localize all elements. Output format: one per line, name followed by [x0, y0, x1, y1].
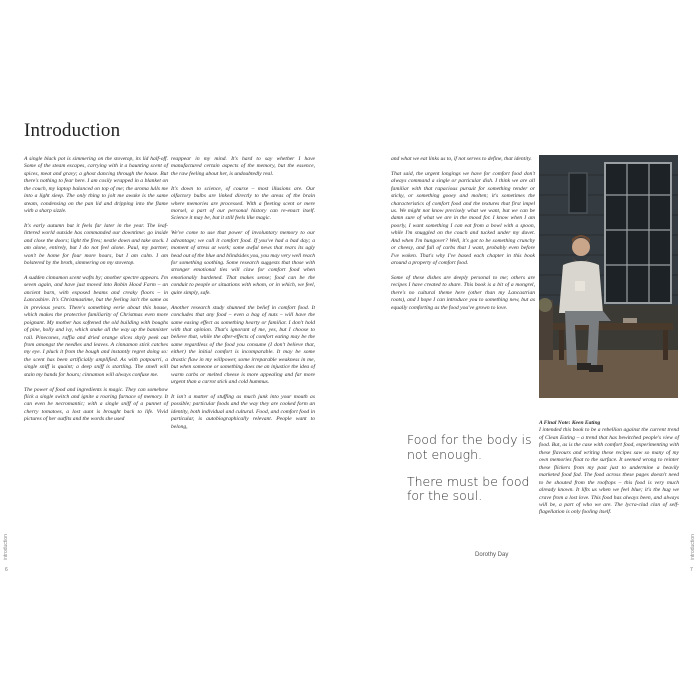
pull-quote: [407, 433, 532, 516]
section-heading: A Final Note: Keen Eating: [539, 420, 601, 426]
quote-line: Food for the body is not enough.: [407, 432, 532, 462]
paragraph: It's early autumn but it feels far later in the year. The leaf-littered world outside has commanded our downtime: go inside and close the doors; light the fires; nestle down and take stock. I am alone, entirely, but I do not feel alone. Paul, my partner, won't be home for four more hours, but I am calm. I am bolstered by the broth, simmering on my stovetop.: [24, 222, 168, 267]
man-on-bench-illustration: [539, 155, 678, 398]
quote-line: There must be food for the soul.: [407, 473, 530, 504]
paragraph: It isn't a matter of stuffing as much junk into your mouth as possible; particular foods and the way they are cooked form an identity, both individual and cultural. Food, and comfort food in particular, is autobiographically relevant. People want to belong,: [171, 393, 315, 430]
paragraph: The power of food and ingredients is magic. They can somehow flick a single switch and ignite a roaring furnace of memory. It can even be necromantic; with a single sniff of a punnet of cherry tomatoes, a lost aunt is brought back to life. Vivid pictures of her outfits and the words she used: [24, 386, 168, 423]
paragraph: Another research study shunned the belief in comfort food. It concludes that any food – even a bag of nuts – will have the same easing effect as something hearty or familiar. I don't hold with that opinion. That's ignorant of me, yes, but I choose to believe that, while the after-effects of comfort eating may be the same regardless of the food you consume (I don't believe that, either) the initial comfort is incomparable. It may be some drastic flaw in my willpower, some irreparable weakness in me, but when someone or something does me an injustice the idea of warm carbs or melted cheese is more appealing and far more urgent than a carrot stick and cold hummus.: [171, 304, 315, 386]
text-column-1: [24, 156, 168, 431]
text-column-4: [539, 420, 679, 524]
paragraph: A single black pot is simmering on the stovetop, its lid half-off. Some of the steam escapes, carrying with it a haunting scent of spices, meat and gravy; a ghost dancing through the house. But there's nothing to fear here. I am cosily wrapped in a blanket on the couch, my laptop balanced on top of me; the aroma lulls me into a light sleep. The only thing to jolt me awake is the same steam, condensing on the pan lid and dripping into the flame with a sharp sizzle.: [24, 156, 168, 215]
running-head-right: introduction: [690, 534, 696, 560]
author-photo: [539, 155, 678, 398]
text-column-3: [391, 156, 535, 320]
paragraph: Some of these dishes are deeply personal to me; others are recipes I have created to share. This book is a bit of a mongrel, there's no cultural theme here (other than my Lancastrian roots), and I hope I can introduce you to something new, but as equally comforting as the food you've grown to love.: [391, 274, 535, 311]
paragraph: That said, the urgent longings we have for comfort food don't always command a single or particular dish. I think we are all familiar with that rapacious pursuit for something tender or sticky, or something gooey and molten; it's sometimes the characteristics of comfort food and the textures that first impel us. We might not know precisely what we want, but we can be damn sure of what we are in the mood for. I know when I am poorly, I want something I can eat from a bowl with a spoon, while I'm snuggled on the couch and tucked under my duvet. And when I'm hungover? Well, it's got to be something crunchy or cheesy, and full of carbs that I want, probably even before I've woken. That's why I've based each chapter in this book around a property of comfort food.: [391, 170, 535, 267]
paragraph: I intended this book to be a rebellion against the current trend of Clean Eating – a trend that has bewitched people's view of food. But, as is the case with comfort food, experimenting with these flavours and writing these recipes saw so many of my own memories float to the surface. It seemed wrong to reinter these flickers from my past just to undermine a heavily marketed food fad. The food across these pages doesn't need to be shouted from the rooftops – this food is very much already known. It lifts us when we feel blue; it's the hug we crave from a lost love. This food has always been, and always will be, a part of who we are. The lycra-clad clan of self-flagellation is only fooling itself.: [539, 427, 679, 516]
paragraph: We've come to use that power of involuntary memory to our advantage; we call it comfort food. If you've had a bad day; a moment of stress at work; some awful news that rears its ugly head out of the blue and blindsides you, you may very well reach for something soothing. Some research suggests that those with stronger emotional ties will claw for comfort food when emotionally burdened. That makes sense; food can be the conduit to people or situations with whom, or in which, we feel, quite simply, safe.: [171, 230, 315, 296]
paragraph: and what we eat links us to, if not serves to define, that identity.: [391, 156, 532, 162]
paragraph: reappear in my mind. It's hard to say whether I have manufactured certain aspects of the memory, but the essence, the raw feeling about her, is undoubtedly real.: [171, 156, 315, 177]
page-title: Introduction: [24, 120, 121, 141]
running-head-left: introduction: [3, 534, 9, 560]
page-number-right: 7: [690, 567, 693, 573]
text-column-2: [171, 156, 315, 438]
quote-attribution: Dorothy Day: [475, 552, 509, 558]
paragraph: A sudden cinnamon scent wafts by; another spectre appears. I'm seven again, and have just moved into Robin Hood Farm – an ancient barn, with exposed beams and creaky floors – in Lancashire. It's Christmastime, but the feeling isn't the same as in previous years. There's something eerie about this house, which makes the protective familiarity of Christmas even more poignant. My mother has softened the old building with boughs of pine, holly and ivy, which snake all the way up the bannister rail. Pinecones, raffia and dried orange slices shyly peek out from amongst the needles and leaves. A cinnamon stick catches my eye. I pluck it from the bough and instantly regret doing so: the scent has been artificially amplified. As with potpourri, a single sniff is quaint; a deep sniff is startling. The smell will stain my hands for hours; cinnamon will always confuse me.: [24, 274, 168, 378]
page-number-left: 6: [5, 567, 8, 573]
paragraph: It's down to science, of course – most illusions are. Our olfactory bulbs are linked directly to the areas of the brain where memories are processed. With a fleeting scent or mere morsel, a part of our personal history can re-enact itself. Science it may be, but it still feels like magic.: [171, 185, 315, 222]
